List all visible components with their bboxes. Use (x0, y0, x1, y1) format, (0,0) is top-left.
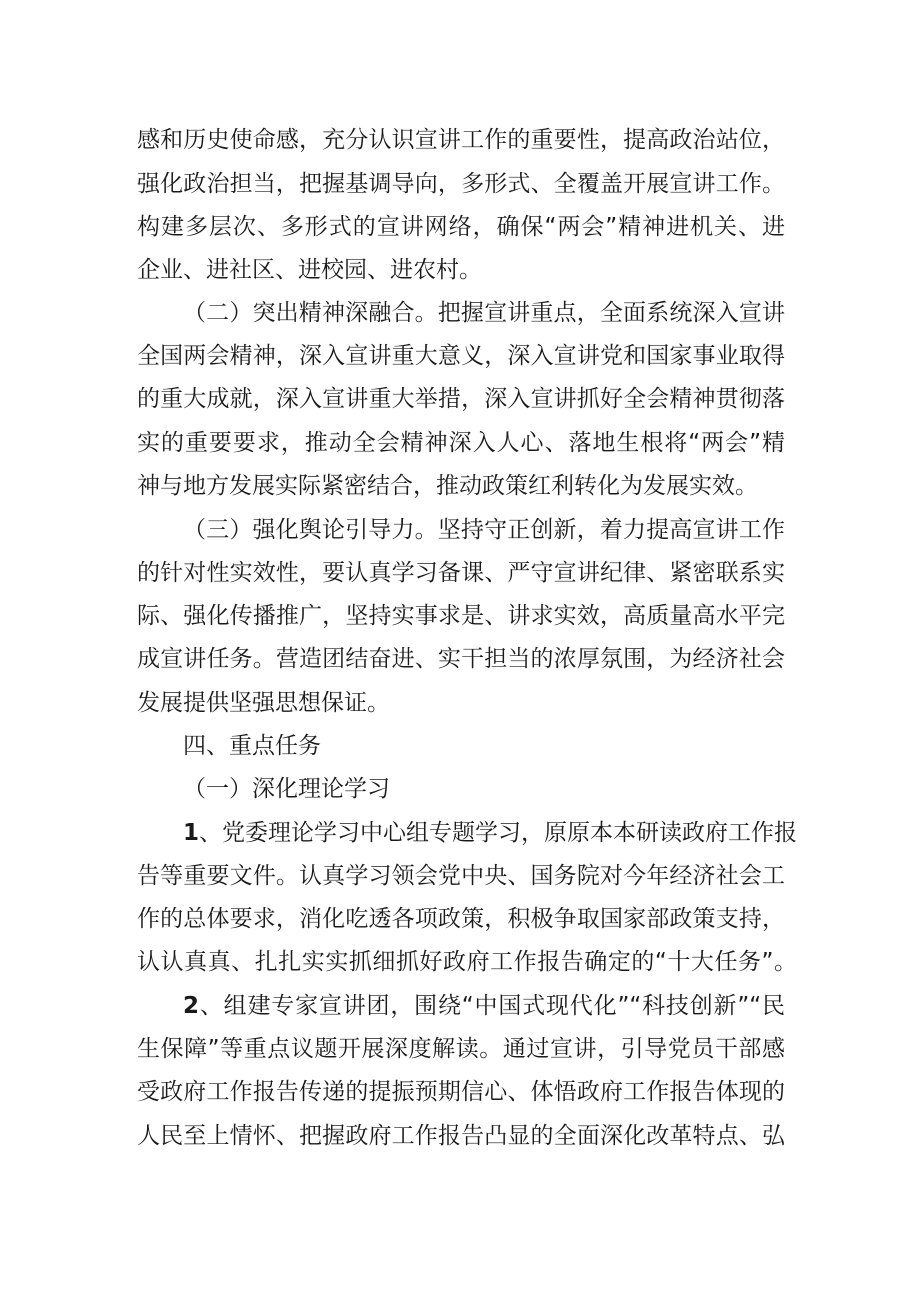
list-item-number: 2 (183, 993, 200, 1019)
paragraph-line: 发展提供坚强思想保证。 (137, 690, 390, 716)
paragraph-line: 的重大成就，深入宣讲重大举措，深入宣讲抓好全会精神贯彻落 (137, 386, 785, 412)
paragraph-line: 作的总体要求，消化吃透各项政策，积极争取国家部政策支持， (137, 906, 785, 932)
paragraph-line: 际、强化传播推广，坚持实事求是、讲求实效，高质量高水平完 (137, 603, 785, 629)
paragraph-line: 构建多层次、多形式的宣讲网络，确保“两会”精神进机关、进 (137, 214, 785, 240)
paragraph-line: 告等重要文件。认真学习领会党中央、国务院对今年经济社会工 (137, 863, 785, 889)
paragraph-line: 人民至上情怀、把握政府工作报告凸显的全面深化改革特点、弘 (137, 1123, 785, 1149)
paragraph-line: 成宣讲任务。营造团结奋进、实干担当的浓厚氛围，为经济社会 (137, 646, 785, 672)
paragraph-line: 神与地方发展实际紧密结合，推动政策红利转化为发展实效。 (137, 473, 758, 499)
section-heading: 四、重点任务 (183, 733, 321, 759)
paragraph-line: 认认真真、扎扎实实抓细抓好政府工作报告确定的“十大任务”。 (137, 949, 797, 975)
paragraph-line: （三）强化舆论引导力。坚持守正创新，着力提高宣讲工作 (183, 517, 785, 543)
paragraph-line: （二）突出精神深融合。把握宣讲重点，全面系统深入宣讲 (183, 300, 785, 326)
paragraph-line: 受政府工作报告传递的提振预期信心、体悟政府工作报告体现的 (137, 1079, 785, 1105)
paragraph-line: 的针对性实效性，要认真学习备课、严守宣讲纪律、紧密联系实 (137, 560, 785, 586)
list-item-text: 、党委理论学习中心组专题学习，原原本本研读政府工作报 (199, 820, 798, 846)
paragraph-line: 感和历史使命感，充分认识宣讲工作的重要性，提高政治站位， (137, 127, 785, 153)
paragraph-line: 企业、进社区、进校园、进农村。 (137, 257, 482, 283)
list-item-line (183, 811, 798, 855)
list-item-text: 、组建专家宣讲团，围绕“中国式现代化”“科技创新”“民 (199, 993, 785, 1019)
paragraph-line: 全国两会精神，深入宣讲重大意义，深入宣讲党和国家事业取得 (137, 343, 785, 369)
paragraph-line: 生保障”等重点议题开展深度解读。通过宣讲，引导党员干部感 (137, 1036, 785, 1062)
paragraph-line: 实的重要要求，推动全会精神深入人心、落地生根将“两会”精 (137, 430, 785, 456)
list-item-number: 1 (183, 820, 200, 846)
paragraph-line: 强化政治担当，把握基调导向，多形式、全覆盖开展宣讲工作。 (137, 171, 785, 197)
subsection-heading: （一）深化理论学习 (183, 776, 390, 802)
list-item-line (183, 984, 785, 1028)
